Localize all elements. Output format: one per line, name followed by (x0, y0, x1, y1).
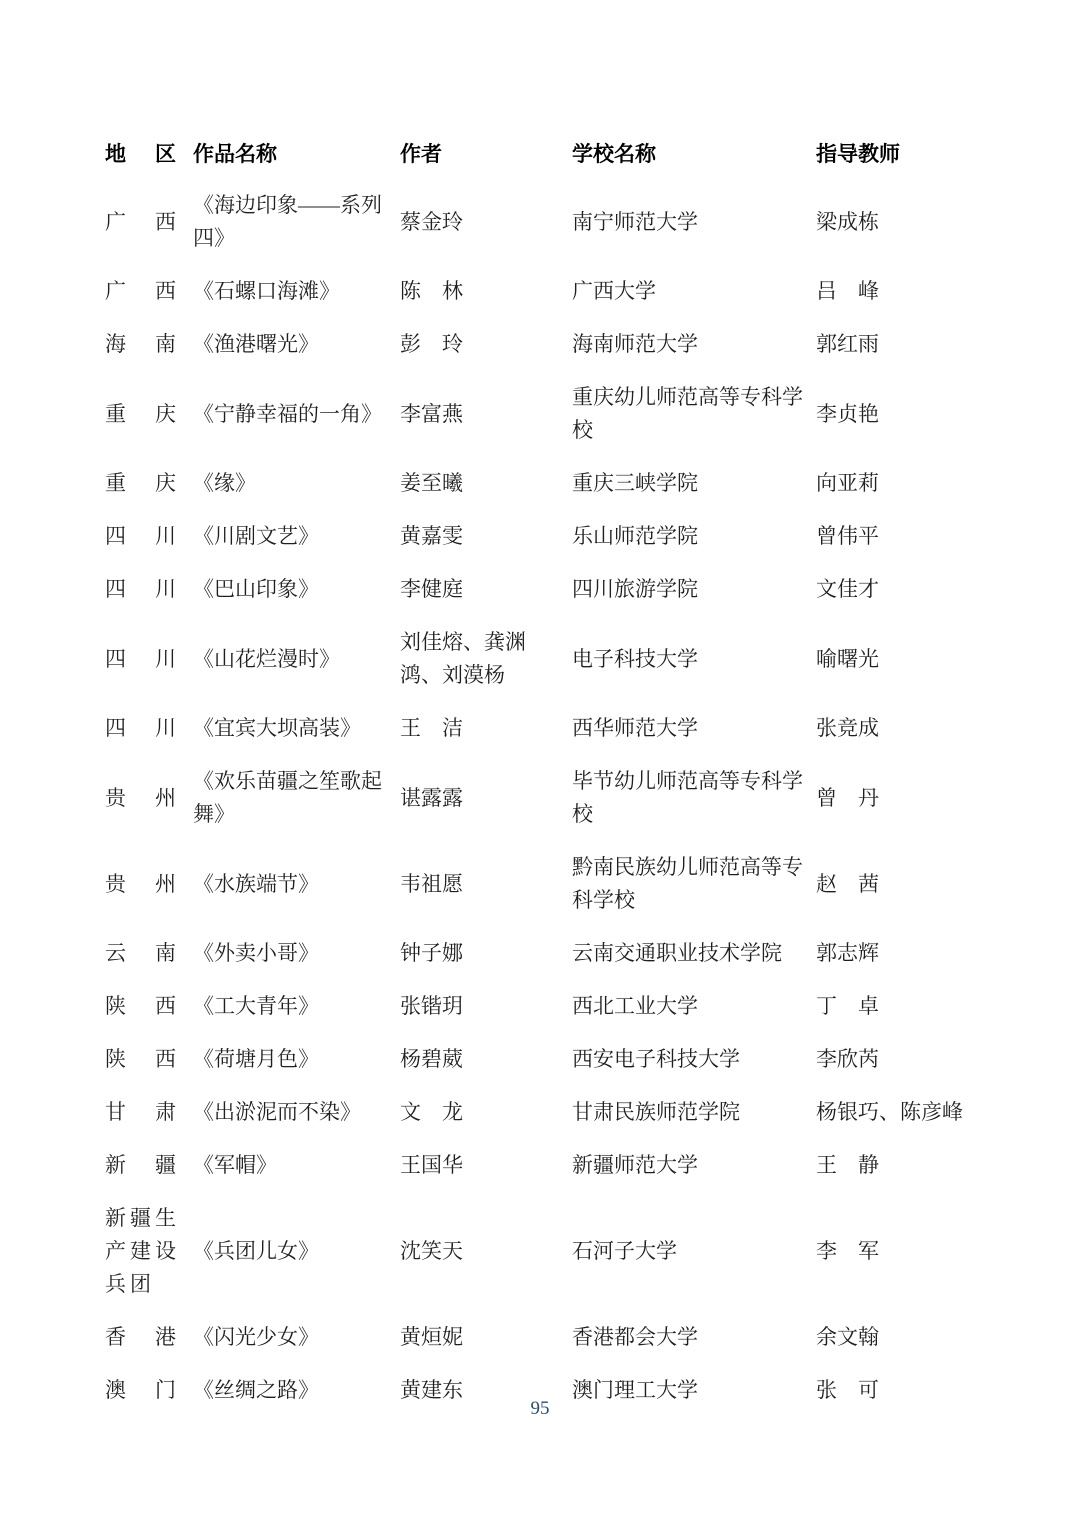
cell-author: 刘佳熔、龚渊鸿、刘漠杨 (400, 630, 526, 687)
cell-title: 《宜宾大坝高装》 (193, 716, 361, 740)
cell-title: 《海边印象——系列四》 (193, 193, 382, 250)
table-header (105, 138, 975, 179)
table-row (105, 927, 975, 980)
cell-title: 《工大青年》 (193, 994, 319, 1018)
table-row (105, 318, 975, 371)
column-header-author: 作者 (400, 143, 442, 166)
cell-school: 石河子大学 (572, 1239, 677, 1263)
cell-title: 《宁静幸福的一角》 (193, 401, 382, 426)
cell-school: 香港都会大学 (572, 1325, 698, 1349)
cell-teacher: 余文翰 (816, 1325, 879, 1349)
cell-author: 彭 玲 (400, 332, 463, 356)
cell-school: 甘肃民族师范学院 (572, 1100, 740, 1124)
cell-region: 澳 门 (105, 1378, 180, 1402)
table-row (105, 616, 975, 702)
cell-region: 陕 西 (105, 1047, 180, 1071)
cell-region: 香 港 (105, 1325, 180, 1349)
cell-author: 杨碧葳 (400, 1047, 463, 1071)
cell-teacher: 文佳才 (816, 577, 879, 601)
cell-title: 《渔港曙光》 (193, 332, 319, 356)
table-row (105, 1311, 975, 1364)
cell-school: 海南师范大学 (572, 332, 698, 356)
cell-school: 新疆师范大学 (572, 1153, 698, 1177)
cell-author: 王国华 (400, 1153, 463, 1177)
cell-title: 《兵团儿女》 (193, 1239, 319, 1263)
cell-author: 李富燕 (400, 401, 463, 426)
table-row (105, 1033, 975, 1086)
cell-title: 《外卖小哥》 (193, 941, 319, 965)
cell-school: 云南交通职业技术学院 (572, 941, 782, 965)
table-row (105, 510, 975, 563)
table-row (105, 702, 975, 755)
awards-table (105, 138, 975, 1417)
cell-title: 《军帽》 (193, 1153, 277, 1177)
cell-author: 黄建东 (400, 1378, 463, 1402)
cell-author: 谌露露 (400, 785, 463, 810)
cell-teacher: 张竞成 (816, 716, 879, 740)
cell-school: 毕节幼儿师范高等专科学校 (572, 769, 803, 826)
table-row (105, 1139, 975, 1192)
cell-author: 文 龙 (400, 1100, 463, 1124)
cell-title: 《石螺口海滩》 (193, 279, 340, 303)
cell-teacher: 李 军 (816, 1239, 879, 1263)
cell-school: 西华师范大学 (572, 716, 698, 740)
cell-teacher: 向亚莉 (816, 471, 879, 495)
cell-region: 贵 州 (105, 785, 180, 810)
cell-teacher: 郭志辉 (816, 941, 879, 965)
column-header-teacher: 指导教师 (816, 143, 900, 166)
table-row (105, 1192, 975, 1311)
cell-author: 王 洁 (400, 716, 463, 740)
page-number: 95 (530, 1398, 550, 1419)
cell-author: 张锴玥 (400, 994, 463, 1018)
cell-school: 黔南民族幼儿师范高等专科学校 (572, 855, 803, 912)
cell-author: 韦祖愿 (400, 871, 463, 896)
cell-teacher: 李欣芮 (816, 1047, 879, 1071)
cell-author: 黄烜妮 (400, 1325, 463, 1349)
cell-region: 广 西 (105, 279, 180, 303)
cell-title: 《水族端节》 (193, 871, 319, 896)
cell-school: 西安电子科技大学 (572, 1047, 740, 1071)
cell-title: 《闪光少女》 (193, 1325, 319, 1349)
cell-teacher: 李贞艳 (816, 401, 879, 426)
cell-region: 陕 西 (105, 994, 180, 1018)
cell-teacher: 曾伟平 (816, 524, 879, 548)
cell-region: 广 西 (105, 209, 180, 234)
cell-school: 重庆幼儿师范高等专科学校 (572, 385, 803, 442)
cell-region: 四 川 (105, 577, 180, 601)
table-row (105, 457, 975, 510)
table-row (105, 371, 975, 457)
cell-author: 蔡金玲 (400, 209, 463, 234)
cell-author: 沈笑天 (400, 1239, 463, 1263)
cell-region: 四 川 (105, 646, 180, 671)
cell-region: 贵 州 (105, 871, 180, 896)
cell-school: 乐山师范学院 (572, 524, 698, 548)
cell-teacher: 王 静 (816, 1153, 879, 1177)
cell-region: 海 南 (105, 332, 180, 356)
cell-title: 《出淤泥而不染》 (193, 1100, 361, 1124)
cell-region: 云 南 (105, 941, 180, 965)
table-row (105, 1086, 975, 1139)
cell-author: 陈 林 (400, 279, 463, 303)
header-row (105, 138, 975, 179)
cell-region: 新 疆 (105, 1153, 180, 1177)
cell-teacher: 杨银巧、陈彦峰 (816, 1100, 963, 1124)
column-header-title: 作品名称 (193, 143, 277, 166)
cell-region: 新疆生产建设兵团 (105, 1206, 180, 1296)
cell-teacher: 吕 峰 (816, 279, 879, 303)
cell-title: 《山花烂漫时》 (193, 646, 340, 671)
table-body (105, 179, 975, 1417)
cell-title: 《缘》 (193, 471, 256, 495)
column-header-region: 地 区 (105, 143, 180, 166)
cell-title: 《丝绸之路》 (193, 1378, 319, 1402)
cell-school: 重庆三峡学院 (572, 471, 698, 495)
table-row (105, 563, 975, 616)
cell-author: 姜至曦 (400, 471, 463, 495)
cell-school: 广西大学 (572, 279, 656, 303)
cell-teacher: 郭红雨 (816, 332, 879, 356)
cell-region: 四 川 (105, 716, 180, 740)
cell-teacher: 丁 卓 (816, 994, 879, 1018)
cell-school: 四川旅游学院 (572, 577, 698, 601)
table-row (105, 980, 975, 1033)
table-row (105, 265, 975, 318)
table-row (105, 179, 975, 265)
cell-author: 李健庭 (400, 577, 463, 601)
cell-teacher: 曾 丹 (816, 785, 879, 810)
cell-school: 南宁师范大学 (572, 209, 698, 234)
column-header-school: 学校名称 (572, 143, 656, 166)
cell-region: 四 川 (105, 524, 180, 548)
cell-region: 重 庆 (105, 471, 180, 495)
cell-title: 《巴山印象》 (193, 577, 319, 601)
cell-teacher: 梁成栋 (816, 209, 879, 234)
cell-school: 电子科技大学 (572, 646, 698, 671)
cell-school: 澳门理工大学 (572, 1378, 698, 1402)
cell-school: 西北工业大学 (572, 994, 698, 1018)
cell-region: 重 庆 (105, 401, 180, 426)
table-row (105, 841, 975, 927)
cell-title: 《荷塘月色》 (193, 1047, 319, 1071)
cell-author: 黄嘉雯 (400, 524, 463, 548)
cell-region: 甘 肃 (105, 1100, 180, 1124)
cell-teacher: 喻曙光 (816, 646, 879, 671)
cell-teacher: 张 可 (816, 1378, 879, 1402)
table-row (105, 755, 975, 841)
cell-teacher: 赵 茜 (816, 871, 879, 896)
cell-title: 《川剧文艺》 (193, 524, 319, 548)
cell-author: 钟子娜 (400, 941, 463, 965)
cell-title: 《欢乐苗疆之笙歌起舞》 (193, 769, 382, 826)
